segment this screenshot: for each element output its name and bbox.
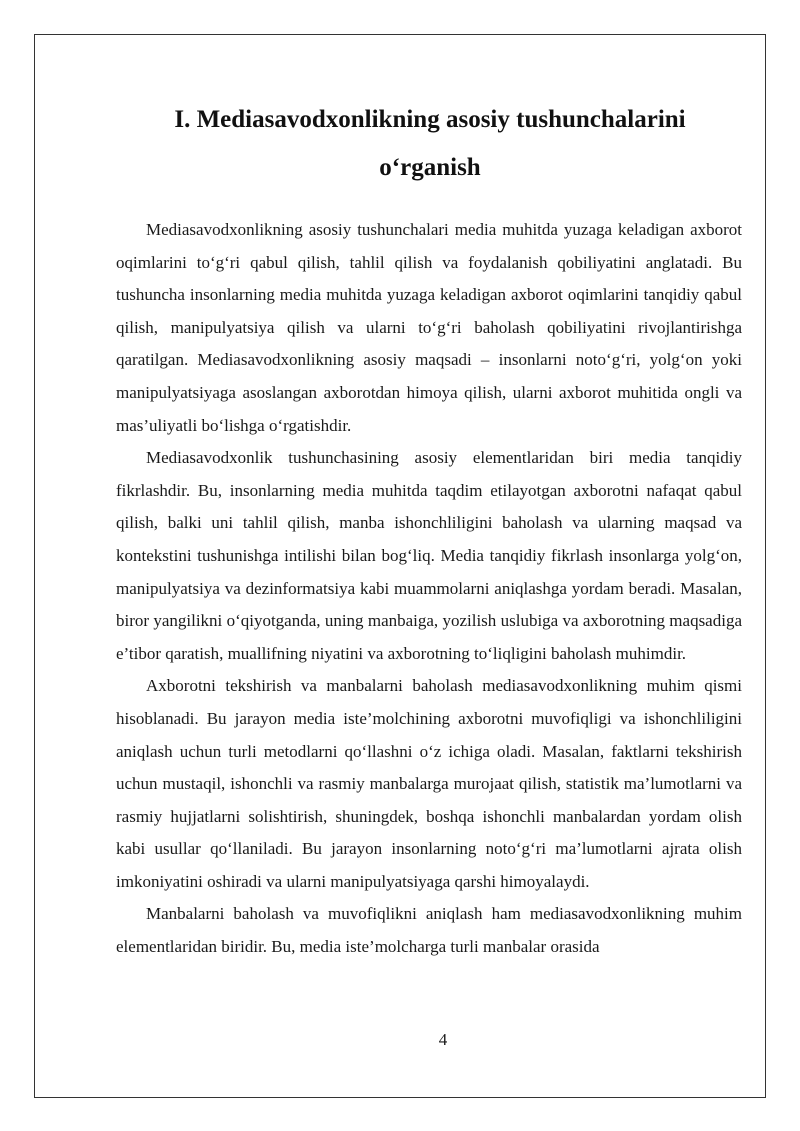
paragraph-2: Mediasavodxonlik tushunchasining asosiy elementlaridan biri media tanqidiy fikrlashdir. Bu, insonlarning media muhitda taqdim etilayotgan axborotni nafaqat qabul qilish, balki uni tahlil qilish, manba ishonchliligini baholash va ularning maqsad va kontekstini tushunishga intilishi bilan bog‘liq. Media tanqidiy fikrlash insonlarga yolg‘on, manipulyatsiya va dezinformatsiya kabi muammolarni aniqlashga yordam beradi. Masalan, biror yangilikni o‘qiyotganda, uning manbaiga, yozilish uslubiga va axborotning maqsadiga e’tibor qaratish, muallifning niyatini va axborotning to‘liqligini baholash muhimdir. [116, 448, 742, 663]
heading-line-2: o‘rganish [379, 154, 481, 181]
section-heading [118, 96, 742, 192]
paragraph-1: Mediasavodxonlikning asosiy tushunchalari media muhitda yuzaga keladigan axborot oqimlarini to‘g‘ri qabul qilish, tahlil qilish va foydalanish qobiliyatini anglatadi. Bu tushuncha insonlarning media muhitda yuzaga keladigan axborot oqimlarini tanqidiy qabul qilish, manipulyatsiya qilish va ularni to‘g‘ri baholash qobiliyatini rivojlantirishga qaratilgan. Mediasavodxonlikning asosiy maqsadi – insonlarni noto‘g‘ri, yolg‘on yoki manipulyatsiyaga asoslangan axborotdan himoya qilish, ularni axborot muhitida ongli va mas’uliyatli bo‘lishga o‘rgatishdir. [116, 220, 742, 435]
paragraph-3: Axborotni tekshirish va manbalarni baholash mediasavodxonlikning muhim qismi hisoblanadi. Bu jarayon media iste’molchining axborotni muvofiqligi va ishonchliligini aniqlash uchun turli metodlarni qo‘llashni o‘z ichiga oladi. Masalan, faktlarni tekshirish uchun mustaqil, ishonchli va rasmiy manbalarga murojaat qilish, statistik ma’lumotlarni va rasmiy hujjatlarni solishtirish, shuningdek, boshqa ishonchli manbalardan yordam olish kabi usullar qo‘llaniladi. Bu jarayon insonlarning noto‘g‘ri ma’lumotlarni ajrata olish imkoniyatini oshiradi va ularni manipulyatsiyaga qarshi himoyalaydi. [116, 676, 742, 891]
page-number: 4 [438, 1030, 448, 1049]
heading-line-1: I. Mediasavodxonlikning asosiy tushunchalarini [174, 106, 686, 133]
body-text [116, 214, 742, 964]
paragraph-4: Manbalarni baholash va muvofiqlikni aniqlash ham mediasavodxonlikning muhim elementlaridan biridir. Bu, media iste’molcharga turli manbalar orasida [116, 904, 742, 957]
